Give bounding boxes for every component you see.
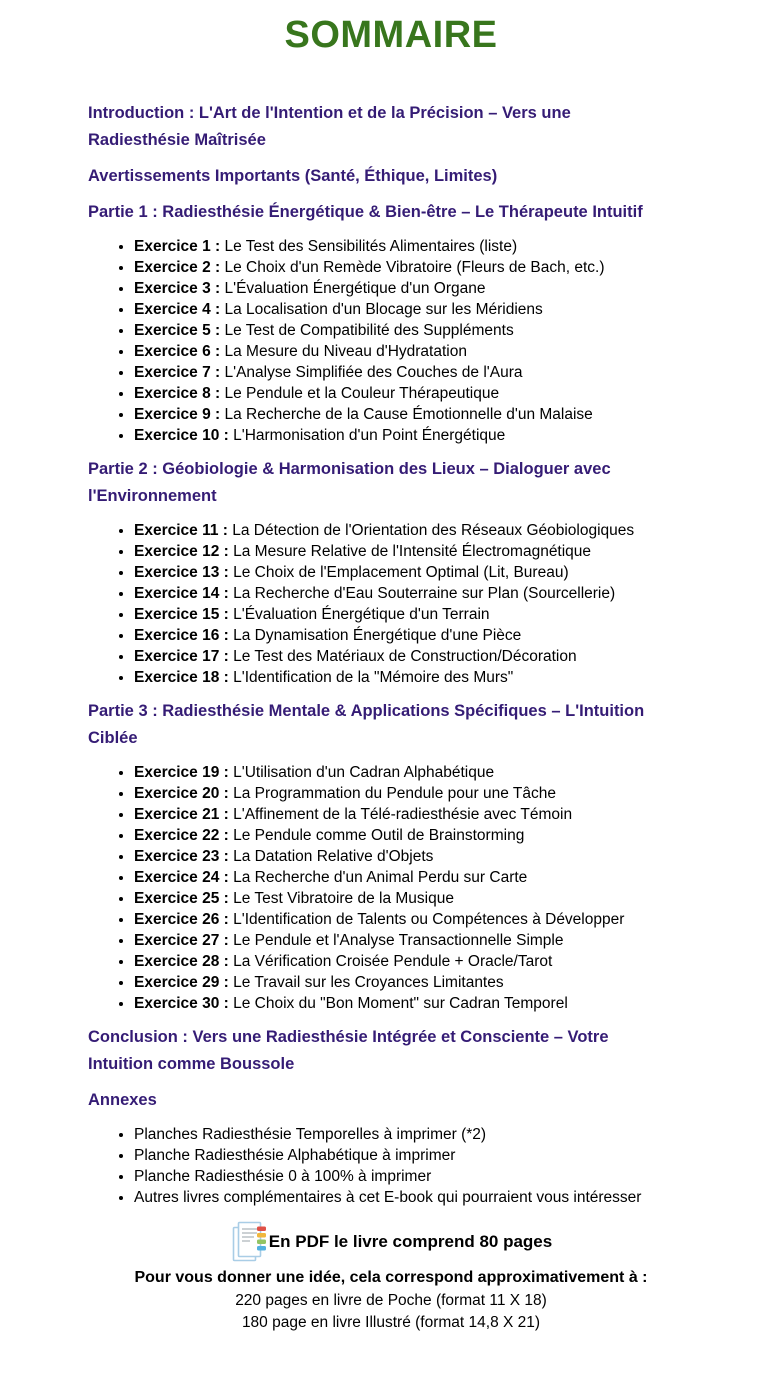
pdf-info-row	[88, 1220, 694, 1264]
exercise-label: Exercice 17 :	[134, 648, 234, 665]
item-title: La Mesure Relative de l'Intensité Électromagnétique	[233, 543, 592, 560]
list-item	[134, 278, 694, 299]
item-title: L'Analyse Simplifiée des Couches de l'Aura	[224, 364, 523, 381]
section-heading-line: Partie 1 : Radiesthésie Énergétique & Bien-être – Le Thérapeute Intuitif	[88, 203, 643, 221]
exercise-label: Exercice 22 :	[134, 827, 234, 844]
list-item	[134, 562, 694, 583]
section-heading	[88, 199, 694, 226]
list-item	[134, 888, 694, 909]
list-item	[134, 625, 694, 646]
footer	[88, 1220, 694, 1334]
item-title: Le Test de Compatibilité des Suppléments	[224, 322, 514, 339]
exercise-label: Exercice 1 :	[134, 238, 225, 255]
toc-list	[88, 1124, 694, 1208]
list-item	[134, 1124, 694, 1145]
exercise-label: Exercice 14 :	[134, 585, 234, 602]
item-title: L'Identification de Talents ou Compétences à Développer	[233, 911, 625, 928]
list-item	[134, 341, 694, 362]
list-item	[134, 867, 694, 888]
list-item	[134, 404, 694, 425]
section-heading	[88, 456, 694, 510]
list-item	[134, 320, 694, 341]
toc-sections	[88, 100, 694, 1208]
section-heading-line: l'Environnement	[88, 487, 217, 505]
section-heading	[88, 100, 694, 154]
list-item	[134, 930, 694, 951]
section-heading-line: Avertissements Importants (Santé, Éthique, Limites)	[88, 167, 498, 185]
list-item	[134, 1166, 694, 1187]
section-heading-line: Radiesthésie Maîtrisée	[88, 131, 266, 149]
page-title: SOMMAIRE	[284, 14, 498, 56]
exercise-label: Exercice 15 :	[134, 606, 234, 623]
list-item	[134, 825, 694, 846]
list-item	[134, 951, 694, 972]
exercise-label: Exercice 5 :	[134, 322, 225, 339]
list-item	[134, 583, 694, 604]
exercise-label: Exercice 21 :	[134, 806, 234, 823]
item-title: Planche Radiesthésie 0 à 100% à imprimer	[134, 1168, 432, 1185]
poche-format-text: 220 pages en livre de Poche (format 11 X 18)	[235, 1292, 547, 1309]
item-title: La Détection de l'Orientation des Réseaux Géobiologiques	[232, 522, 635, 539]
item-title: Le Choix d'un Remède Vibratoire (Fleurs de Bach, etc.)	[224, 259, 605, 276]
item-title: L'Harmonisation d'un Point Énergétique	[233, 427, 506, 444]
exercise-label: Exercice 23 :	[134, 848, 234, 865]
exercise-label: Exercice 30 :	[134, 995, 234, 1012]
item-title: L'Identification de la "Mémoire des Murs"	[233, 669, 514, 686]
item-title: Le Test des Matériaux de Construction/Décoration	[233, 648, 577, 665]
section-heading-line: Partie 3 : Radiesthésie Mentale & Applications Spécifiques – L'Intuition	[88, 702, 645, 720]
list-item	[134, 236, 694, 257]
toc-list	[88, 520, 694, 688]
exercise-label: Exercice 28 :	[134, 953, 234, 970]
exercise-label: Exercice 2 :	[134, 259, 225, 276]
list-item	[134, 604, 694, 625]
exercise-label: Exercice 18 :	[134, 669, 234, 686]
item-title: La Recherche d'un Animal Perdu sur Carte	[233, 869, 528, 886]
list-item	[134, 257, 694, 278]
section-heading-line: Introduction : L'Art de l'Intention et de la Précision – Vers une	[88, 104, 571, 122]
section-heading	[88, 1087, 694, 1114]
item-title: Le Travail sur les Croyances Limitantes	[233, 974, 504, 991]
section-heading	[88, 163, 694, 190]
exercise-label: Exercice 25 :	[134, 890, 234, 907]
list-item	[134, 783, 694, 804]
exercise-label: Exercice 20 :	[134, 785, 234, 802]
item-title: Planches Radiesthésie Temporelles à imprimer (*2)	[134, 1126, 487, 1143]
list-item	[134, 646, 694, 667]
list-item	[134, 762, 694, 783]
exercise-label: Exercice 10 :	[134, 427, 234, 444]
item-title: La Localisation d'un Blocage sur les Méridiens	[224, 301, 543, 318]
list-item	[134, 1187, 694, 1208]
toc-list	[88, 762, 694, 1014]
item-title: L'Utilisation d'un Cadran Alphabétique	[233, 764, 495, 781]
item-title: L'Évaluation Énergétique d'un Terrain	[233, 606, 490, 623]
item-title: L'Affinement de la Télé-radiesthésie avec Témoin	[233, 806, 573, 823]
list-item	[134, 425, 694, 446]
section-heading-line: Intuition comme Boussole	[88, 1055, 295, 1073]
toc-list	[88, 236, 694, 446]
item-title: Le Pendule et la Couleur Thérapeutique	[224, 385, 500, 402]
item-title: Le Test Vibratoire de la Musique	[233, 890, 454, 907]
list-item	[134, 993, 694, 1014]
item-title: Le Test des Sensibilités Alimentaires (liste)	[224, 238, 518, 255]
section-heading-line: Annexes	[88, 1091, 157, 1109]
section-heading-line: Ciblée	[88, 729, 138, 747]
item-title: La Recherche de la Cause Émotionnelle d'un Malaise	[224, 406, 593, 423]
section-heading	[88, 1024, 694, 1078]
list-item	[134, 667, 694, 688]
list-item	[134, 299, 694, 320]
exercise-label: Exercice 16 :	[134, 627, 234, 644]
item-title: La Vérification Croisée Pendule + Oracle/Tarot	[233, 953, 553, 970]
exercise-label: Exercice 3 :	[134, 280, 225, 297]
approx-text: Pour vous donner une idée, cela correspond approximativement à :	[134, 1269, 648, 1286]
pdf-pages-text: En PDF le livre comprend 80 pages	[268, 1232, 553, 1251]
item-title: Planche Radiesthésie Alphabétique à imprimer	[134, 1147, 456, 1164]
item-title: La Dynamisation Énergétique d'une Pièce	[233, 627, 522, 644]
list-item	[134, 541, 694, 562]
list-item	[134, 1145, 694, 1166]
item-title: Le Choix de l'Emplacement Optimal (Lit, Bureau)	[233, 564, 569, 581]
item-title: La Recherche d'Eau Souterraine sur Plan (Sourcellerie)	[233, 585, 616, 602]
exercise-label: Exercice 29 :	[134, 974, 234, 991]
list-item	[134, 520, 694, 541]
exercise-label: Exercice 9 :	[134, 406, 225, 423]
exercise-label: Exercice 8 :	[134, 385, 225, 402]
item-title: Le Pendule et l'Analyse Transactionnelle Simple	[233, 932, 564, 949]
item-title: La Datation Relative d'Objets	[233, 848, 434, 865]
list-item	[134, 909, 694, 930]
exercise-label: Exercice 11 :	[134, 522, 233, 539]
item-title: Autres livres complémentaires à cet E-book qui pourraient vous intéresser	[134, 1189, 642, 1206]
exercise-label: Exercice 27 :	[134, 932, 234, 949]
item-title: La Mesure du Niveau d'Hydratation	[224, 343, 467, 360]
list-item	[134, 383, 694, 404]
section-heading	[88, 698, 694, 752]
item-title: Le Pendule comme Outil de Brainstorming	[233, 827, 525, 844]
exercise-label: Exercice 19 :	[134, 764, 234, 781]
exercise-label: Exercice 4 :	[134, 301, 225, 318]
section-heading-line: Conclusion : Vers une Radiesthésie Intégrée et Consciente – Votre	[88, 1028, 609, 1046]
exercise-label: Exercice 6 :	[134, 343, 225, 360]
item-title: La Programmation du Pendule pour une Tâche	[233, 785, 556, 802]
list-item	[134, 362, 694, 383]
exercise-label: Exercice 13 :	[134, 564, 234, 581]
illustre-format-text: 180 page en livre Illustré (format 14,8 X 21)	[241, 1314, 541, 1331]
exercise-label: Exercice 24 :	[134, 869, 234, 886]
document-with-bookmarks-icon	[230, 1220, 268, 1264]
exercise-label: Exercice 7 :	[134, 364, 225, 381]
list-item	[134, 804, 694, 825]
item-title: Le Choix du "Bon Moment" sur Cadran Temporel	[233, 995, 568, 1012]
list-item	[134, 846, 694, 867]
section-heading-line: Partie 2 : Géobiologie & Harmonisation des Lieux – Dialoguer avec	[88, 460, 611, 478]
exercise-label: Exercice 12 :	[134, 543, 234, 560]
list-item	[134, 972, 694, 993]
item-title: L'Évaluation Énergétique d'un Organe	[224, 280, 486, 297]
exercise-label: Exercice 26 :	[134, 911, 234, 928]
